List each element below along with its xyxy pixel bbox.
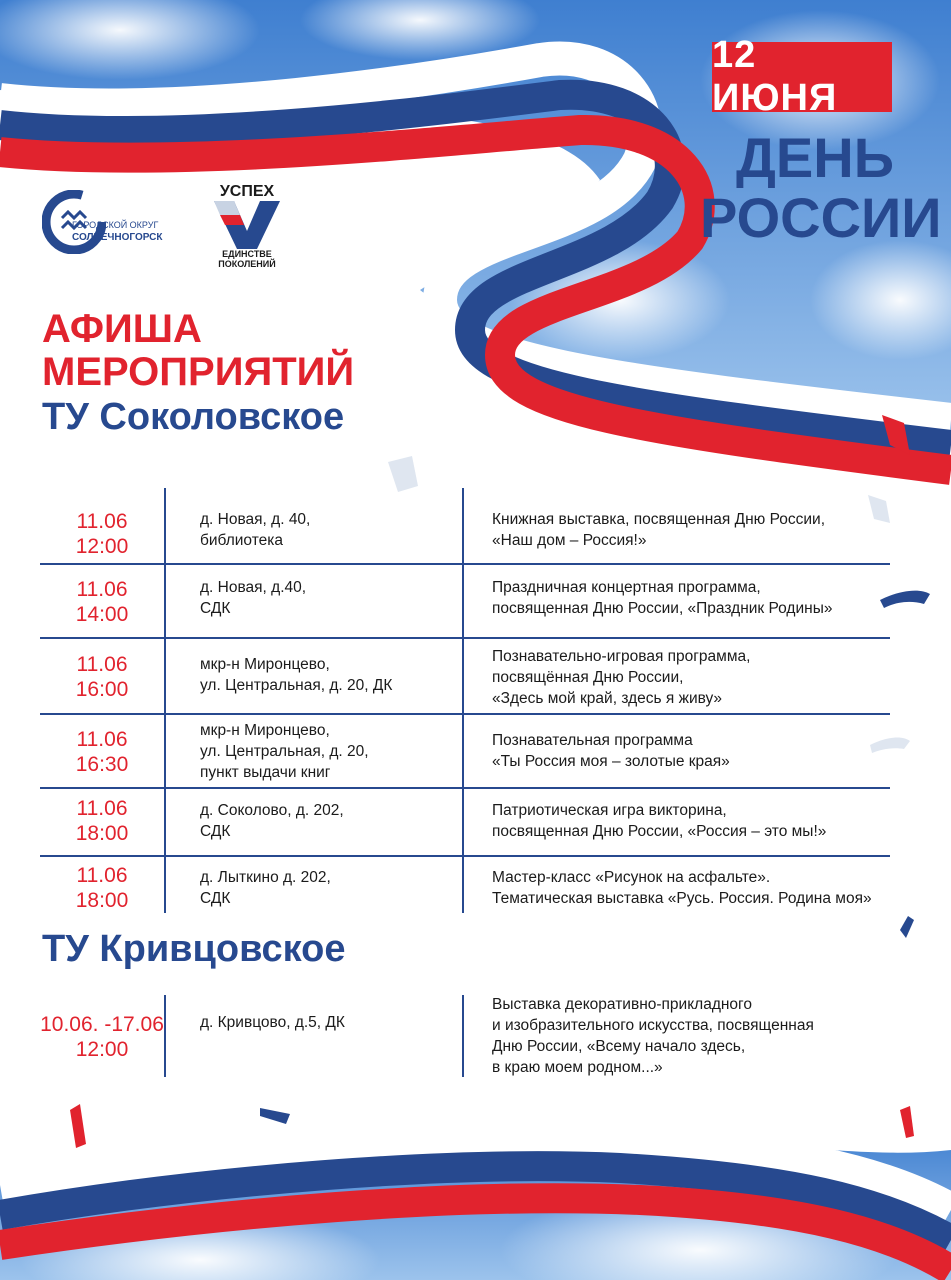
table1-row-line bbox=[40, 855, 890, 857]
event-description: Выставка декоративно-прикладного и изобразительного искусства, посвященная Дню России, «Всему начало здесь, в краю моем родном...» bbox=[492, 996, 814, 1076]
table2-divider-2 bbox=[462, 995, 464, 1077]
holiday-line2: РОССИИ bbox=[700, 186, 942, 249]
event-place: мкр-н Миронцево, ул. Центральная, д. 20, пункт выдачи книг bbox=[200, 722, 369, 781]
event-place: д. Новая, д. 40, библиотека bbox=[200, 511, 311, 549]
uspekh-logo bbox=[205, 183, 289, 273]
table1-row-line bbox=[40, 637, 890, 639]
poster-title-line1: АФИША bbox=[42, 307, 202, 351]
event-description: Праздничная концертная программа, посвященная Дню России, «Праздник Родины» bbox=[492, 579, 833, 617]
poster-title-line2: МЕРОПРИЯТИЙ bbox=[42, 350, 355, 394]
section-title-krivtsovskoe: ТУ Кривцовское bbox=[42, 928, 346, 970]
okrug-name: СОЛНЕЧНОГОРСК bbox=[72, 232, 163, 243]
event-datetime: 11.06 14:00 bbox=[75, 578, 129, 626]
table1-row-line bbox=[40, 787, 890, 789]
table1-row-line bbox=[40, 713, 890, 715]
event-datetime: 11.06 18:00 bbox=[75, 797, 129, 845]
event-datetime: 11.06 16:30 bbox=[75, 728, 129, 776]
uspekh-bottom2: ПОКОЛЕНИЙ bbox=[218, 259, 276, 269]
section-title-sokolovskoe: ТУ Соколовское bbox=[42, 396, 345, 438]
poster-title bbox=[42, 308, 354, 394]
event-place: д. Лыткино д. 202, СДК bbox=[200, 869, 331, 907]
event-description: Мастер-класс «Рисунок на асфальте». Тематическая выставка «Русь. Россия. Родина моя» bbox=[492, 869, 872, 907]
uspekh-top: УСПЕХ bbox=[219, 183, 275, 200]
event-place: д. Новая, д.40, СДК bbox=[200, 579, 307, 617]
uspekh-v-icon bbox=[212, 201, 282, 249]
event-description: Книжная выставка, посвященная Дню России, «Наш дом – Россия!» bbox=[492, 511, 826, 549]
okrug-small-text: ГОРОДСКОЙ ОКРУГ bbox=[72, 220, 159, 230]
okrug-logo bbox=[42, 190, 182, 260]
table1-divider-1 bbox=[164, 488, 166, 913]
event-place: д. Соколово, д. 202, СДК bbox=[200, 802, 344, 840]
table1-row-line bbox=[40, 563, 890, 565]
event-datetime: 10.06. -17.06 12:00 bbox=[40, 1013, 164, 1061]
date-badge: 12 ИЮНЯ bbox=[712, 42, 892, 112]
event-place: д. Кривцово, д.5, ДК bbox=[200, 1014, 345, 1031]
event-datetime: 11.06 16:00 bbox=[75, 653, 129, 701]
holiday-line1: ДЕНЬ bbox=[736, 126, 894, 189]
event-place: мкр-н Миронцево, ул. Центральная, д. 20, ДК bbox=[200, 656, 393, 694]
event-description: Познавательная программа «Ты Россия моя – золотые края» bbox=[492, 732, 730, 770]
event-description: Патриотическая игра викторина, посвященная Дню России, «Россия – это мы!» bbox=[492, 802, 827, 840]
uspekh-bottom1: ЕДИНСТВЕ bbox=[222, 249, 272, 259]
event-datetime: 11.06 12:00 bbox=[75, 510, 129, 558]
event-datetime: 11.06 18:00 bbox=[75, 864, 129, 912]
holiday-title bbox=[700, 126, 942, 249]
table1-divider-2 bbox=[462, 488, 464, 913]
event-description: Познавательно-игровая программа, посвящённая Дню России, «Здесь мой край, здесь я живу» bbox=[492, 648, 751, 707]
